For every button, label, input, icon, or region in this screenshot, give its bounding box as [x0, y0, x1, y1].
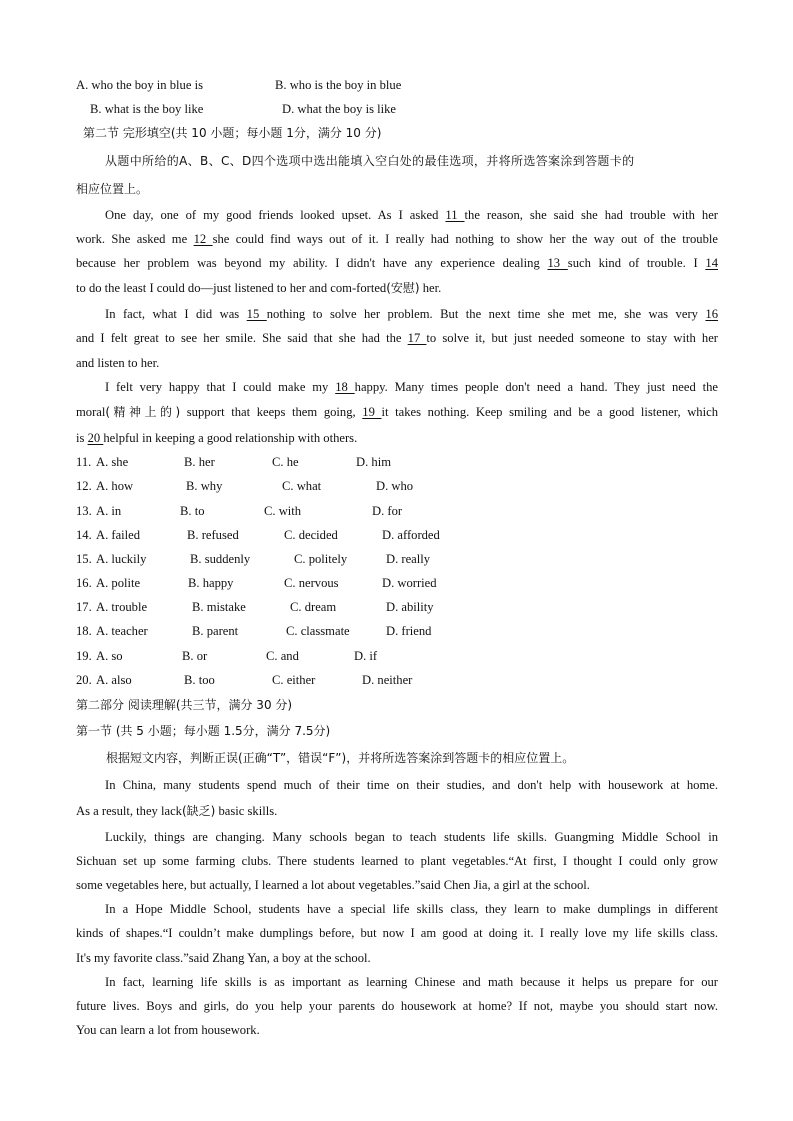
question-number: 13. [76, 504, 92, 518]
blank-19: 19 [362, 405, 382, 419]
reading-line-3: Luckily, things are changing. Many schools began to teach students life skills. Guangming Middle School in [105, 830, 718, 844]
part2-subtitle: 第一节 (共 5 小题；每小题 1.5分，满分 7.5分) [76, 724, 331, 738]
question-number: 20. [76, 673, 92, 687]
option-c: C. nervous [284, 576, 339, 590]
reading-line-5: some vegetables here, but actually, I learned a lot about vegetables.”said Chen Jia, a girl at the school. [76, 878, 590, 892]
question-number: 16. [76, 576, 92, 590]
passage-line-6: and I felt great to see her smile. She said that she had the 17 to solve it, but just needed someone to stay with her [76, 331, 718, 345]
blank-15: 15 [246, 307, 267, 321]
reading-line-11: You can learn a lot from housework. [76, 1023, 260, 1037]
option-a: A. how [96, 479, 134, 493]
passage-line-5: In fact, what I did was 15 nothing to solve her problem. But the next time she met me, she was very 16 [105, 307, 718, 321]
reading-line-8: It's my favorite class.”said Zhang Yan, a boy at the school. [76, 951, 371, 965]
question-number: 18. [76, 624, 92, 638]
prev-option-b: B. who is the boy in blue [275, 78, 402, 92]
option-a: A. in [96, 504, 122, 518]
option-a: A. she [96, 455, 129, 469]
reading-line-6: In a Hope Middle School, students have a special life skills class, they learn to make dumplings in different [105, 902, 718, 916]
option-d: D. really [386, 552, 431, 566]
option-d: D. ability [386, 600, 434, 614]
reading-line-1: In China, many students spend much of their time on their studies, and don't help with housework at home. [105, 778, 718, 792]
question-number: 12. [76, 479, 92, 493]
option-c: C. what [282, 479, 322, 493]
blank-11: 11 [445, 208, 465, 222]
option-d: D. him [356, 455, 391, 469]
blank-17: 17 [407, 331, 427, 345]
reading-line-4: Sichuan set up some farming clubs. There students learned to plant vegetables.“At first, I thought I could only grow [76, 854, 718, 868]
option-b: B. why [186, 479, 223, 493]
option-d: D. who [376, 479, 414, 493]
section-title: 第二节 完形填空(共 10 小题；每小题 1分，满分 10 分) [83, 126, 382, 140]
option-a: A. luckily [96, 552, 147, 566]
option-b: B. parent [192, 624, 239, 638]
option-c: C. decided [284, 528, 338, 542]
option-b: B. or [182, 649, 208, 663]
option-c: C. dream [290, 600, 337, 614]
option-c: C. politely [294, 552, 348, 566]
passage-line-1: One day, one of my good friends looked upset. As I asked 11 the reason, she said she had trouble with her [105, 208, 718, 222]
reading-line-2: As a result, they lack(缺乏) basic skills. [76, 804, 278, 818]
question-number: 15. [76, 552, 92, 566]
option-c: C. classmate [286, 624, 350, 638]
option-c: C. either [272, 673, 316, 687]
option-d: D. if [354, 649, 378, 663]
passage-line-8: I felt very happy that I could make my 18 happy. Many times people don't need a hand. They just need the [105, 380, 718, 394]
option-b: B. happy [188, 576, 234, 590]
blank-12: 12 [193, 232, 213, 246]
question-number: 14. [76, 528, 92, 542]
option-c: C. with [264, 504, 302, 518]
option-d: D. friend [386, 624, 432, 638]
option-b: B. suddenly [190, 552, 251, 566]
prev-option-a: A. who the boy in blue is [76, 78, 203, 92]
option-b: B. too [184, 673, 215, 687]
passage-line-3: because her problem was beyond my ability. I didn't have any experience dealing 13 such kind of trouble. I 14 [76, 256, 718, 270]
option-a: A. also [96, 673, 132, 687]
passage-line-9: moral(精神上的) support that keeps them going, 19 it takes nothing. Keep smiling and be a good listener, which [76, 405, 718, 419]
blank-20: 20 [87, 431, 104, 445]
section-instruction-line-1: 从题中所给的A、B、C、D四个选项中选出能填入空白处的最佳选项，并将所选答案涂到答题卡的 [105, 154, 635, 168]
question-number: 11. [76, 455, 92, 469]
option-a: A. teacher [96, 624, 148, 638]
option-a: A. failed [96, 528, 141, 542]
option-d: D. worried [382, 576, 437, 590]
part2-title: 第二部分 阅读理解(共三节，满分 30 分) [76, 698, 293, 712]
option-d: D. neither [362, 673, 413, 687]
question-number: 17. [76, 600, 92, 614]
prev-option-d: D. what the boy is like [282, 102, 397, 116]
option-c: C. he [272, 455, 299, 469]
passage-line-10: is 20 helpful in keeping a good relationship with others. [76, 431, 358, 445]
blank-14: 14 [705, 256, 718, 270]
prev-option-c: B. what is the boy like [90, 102, 204, 116]
passage-line-2: work. She asked me 12 she could find ways out of it. I really had nothing to show her the way out of the trouble [76, 232, 718, 246]
option-b: B. her [184, 455, 215, 469]
question-number: 19. [76, 649, 92, 663]
passage-line-4: to do the least I could do—just listened to her and com-forted(安慰) her. [76, 281, 442, 295]
option-d: D. for [372, 504, 403, 518]
part2-instruction: 根据短文内容，判断正误(正确“T”，错误“F”)，并将所选答案涂到答题卡的相应位置上。 [106, 751, 575, 765]
reading-line-10: future lives. Boys and girls, do you help your parents do housework at home? If not, maybe you should start now. [76, 999, 718, 1013]
option-a: A. so [96, 649, 123, 663]
option-b: B. refused [187, 528, 239, 542]
section-instruction-line-2: 相应位置上。 [76, 182, 149, 196]
blank-16: 16 [705, 307, 718, 321]
option-b: B. to [180, 504, 205, 518]
reading-line-9: In fact, learning life skills is as important as learning Chinese and math because it helps us prepare for our [105, 975, 718, 989]
passage-line-7: and listen to her. [76, 356, 160, 370]
option-d: D. afforded [382, 528, 440, 542]
option-c: C. and [266, 649, 299, 663]
option-a: A. trouble [96, 600, 148, 614]
reading-line-7: kinds of shapes.“I couldn’t make dumplings before, but now I am good at doing it. I really love my life skills class. [76, 926, 718, 940]
option-a: A. polite [96, 576, 141, 590]
blank-13: 13 [547, 256, 568, 270]
blank-18: 18 [335, 380, 355, 394]
option-b: B. mistake [192, 600, 246, 614]
